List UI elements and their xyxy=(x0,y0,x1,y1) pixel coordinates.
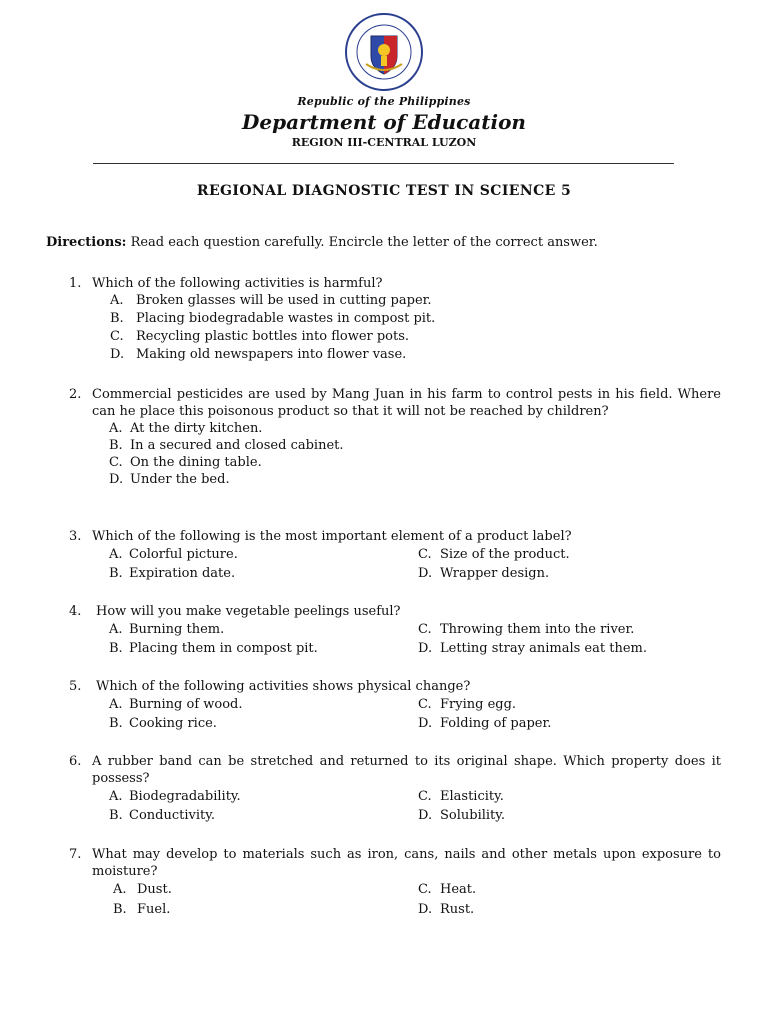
question-stem: How will you make vegetable peelings useful? xyxy=(96,604,401,619)
option-letter: D. xyxy=(418,902,433,917)
question-number: 6. xyxy=(69,754,82,769)
option-letter: D. xyxy=(418,566,433,581)
option-text: Throwing them into the river. xyxy=(440,622,635,637)
question-1 xyxy=(69,275,721,364)
option-letter: D. xyxy=(418,716,433,731)
option-text: Burning them. xyxy=(129,622,225,637)
option-c[interactable] xyxy=(109,454,721,471)
option-letter: A. xyxy=(113,882,127,897)
option-letter: C. xyxy=(418,882,432,897)
option-letter: C. xyxy=(418,789,432,804)
republic-heading: Republic of the Philippines xyxy=(297,95,471,108)
question-stem: Which of the following activities is harmful? xyxy=(92,276,383,291)
question-5 xyxy=(69,678,721,733)
option-text: Wrapper design. xyxy=(440,566,550,581)
option-text: At the dirty kitchen. xyxy=(130,421,263,436)
option-b[interactable] xyxy=(109,900,170,920)
option-d[interactable] xyxy=(418,564,549,583)
option-a[interactable] xyxy=(109,695,243,714)
option-letter: C. xyxy=(418,697,432,712)
option-d[interactable] xyxy=(109,471,721,488)
option-text: Heat. xyxy=(440,882,477,897)
option-letter: A. xyxy=(109,789,123,804)
question-7 xyxy=(69,846,721,920)
option-letter: B. xyxy=(109,716,123,731)
question-number: 3. xyxy=(69,529,82,544)
option-c[interactable] xyxy=(418,787,504,806)
question-stem: Commercial pesticides are used by Mang Juan in his farm to control pests in his field. Where can he place this poisonous product so that it will not be reached by children? xyxy=(92,387,721,419)
option-text: Expiration date. xyxy=(129,566,236,581)
option-letter: A. xyxy=(109,547,123,562)
options-grid xyxy=(109,695,721,733)
option-letter: B. xyxy=(113,902,127,917)
option-text: Dust. xyxy=(137,882,172,897)
option-d[interactable] xyxy=(418,639,647,658)
question-number: 2. xyxy=(69,387,82,402)
option-text: Solubility. xyxy=(440,808,506,823)
option-letter: C. xyxy=(109,455,123,470)
option-c[interactable] xyxy=(418,695,516,714)
option-letter: D. xyxy=(109,472,124,487)
option-letter: A. xyxy=(109,697,123,712)
option-text: Cooking rice. xyxy=(129,716,217,731)
option-text: Conductivity. xyxy=(129,808,215,823)
option-a[interactable] xyxy=(110,292,721,310)
option-letter: D. xyxy=(110,347,125,362)
option-letter: C. xyxy=(110,329,124,344)
option-text: On the dining table. xyxy=(130,455,262,470)
question-number: 4. xyxy=(69,604,82,619)
option-letter: A. xyxy=(109,622,123,637)
option-b[interactable] xyxy=(109,564,235,583)
options-grid xyxy=(109,620,721,658)
option-b[interactable] xyxy=(109,639,318,658)
option-a[interactable] xyxy=(109,620,224,639)
option-text: Burning of wood. xyxy=(129,697,243,712)
directions-label: Directions: xyxy=(46,235,127,250)
directions-text: Read each question carefully. Encircle the letter of the correct answer. xyxy=(130,235,598,250)
option-letter: B. xyxy=(109,641,123,656)
options-grid xyxy=(109,787,721,825)
question-number: 7. xyxy=(69,847,82,862)
region-heading: REGION III-CENTRAL LUZON xyxy=(291,136,477,149)
question-stem: Which of the following is the most important element of a product label? xyxy=(92,529,572,544)
option-text: Under the bed. xyxy=(130,472,230,487)
directions xyxy=(46,235,598,250)
question-stem: What may develop to materials such as iron, cans, nails and other metals upon exposure to moisture? xyxy=(92,847,721,879)
option-c[interactable] xyxy=(418,620,634,639)
option-a[interactable] xyxy=(109,787,241,806)
option-text: Rust. xyxy=(440,902,475,917)
option-a[interactable] xyxy=(109,420,721,437)
option-b[interactable] xyxy=(109,437,721,454)
option-text: In a secured and closed cabinet. xyxy=(130,438,344,453)
options-grid xyxy=(109,880,721,920)
question-3 xyxy=(69,528,721,583)
header-divider xyxy=(93,163,674,164)
option-letter: B. xyxy=(109,808,123,823)
options-grid xyxy=(109,545,721,583)
options-list xyxy=(109,420,721,488)
option-text: Fuel. xyxy=(137,902,171,917)
option-text: Broken glasses will be used in cutting paper. xyxy=(136,293,432,308)
deped-seal-logo xyxy=(344,12,424,92)
option-text: Letting stray animals eat them. xyxy=(440,641,647,656)
option-letter: A. xyxy=(110,293,124,308)
option-letter: D. xyxy=(418,641,433,656)
option-text: Placing them in compost pit. xyxy=(129,641,318,656)
question-stem: Which of the following activities shows physical change? xyxy=(96,679,471,694)
question-4 xyxy=(69,603,721,658)
option-text: Size of the product. xyxy=(440,547,570,562)
option-d[interactable] xyxy=(110,346,721,364)
options-list xyxy=(110,292,721,364)
test-title: REGIONAL DIAGNOSTIC TEST IN SCIENCE 5 xyxy=(196,183,572,199)
option-c[interactable] xyxy=(418,545,570,564)
option-d[interactable] xyxy=(418,806,505,825)
option-text: Colorful picture. xyxy=(129,547,238,562)
question-stem: A rubber band can be stretched and returned to its original shape. Which property does it possess? xyxy=(92,754,721,786)
option-a[interactable] xyxy=(109,545,238,564)
option-a[interactable] xyxy=(109,880,172,900)
option-text: Frying egg. xyxy=(440,697,517,712)
option-text: Biodegradability. xyxy=(129,789,241,804)
option-text: Elasticity. xyxy=(440,789,504,804)
question-2 xyxy=(69,386,721,488)
option-text: Making old newspapers into flower vase. xyxy=(136,347,407,362)
option-d[interactable] xyxy=(418,900,474,920)
department-heading: Department of Education xyxy=(242,110,526,134)
option-c[interactable] xyxy=(110,328,721,346)
option-text: Placing biodegradable wastes in compost pit. xyxy=(136,311,436,326)
option-text: Folding of paper. xyxy=(440,716,552,731)
option-b[interactable] xyxy=(109,714,217,733)
option-letter: C. xyxy=(418,622,432,637)
option-c[interactable] xyxy=(418,880,476,900)
option-letter: B. xyxy=(110,311,124,326)
question-number: 5. xyxy=(69,679,82,694)
option-letter: C. xyxy=(418,547,432,562)
option-d[interactable] xyxy=(418,714,551,733)
question-number: 1. xyxy=(69,276,82,291)
question-6 xyxy=(69,753,721,825)
option-text: Recycling plastic bottles into flower pots. xyxy=(136,329,410,344)
option-b[interactable] xyxy=(110,310,721,328)
option-letter: A. xyxy=(109,421,123,436)
option-letter: B. xyxy=(109,438,123,453)
option-letter: D. xyxy=(418,808,433,823)
option-letter: B. xyxy=(109,566,123,581)
option-b[interactable] xyxy=(109,806,215,825)
